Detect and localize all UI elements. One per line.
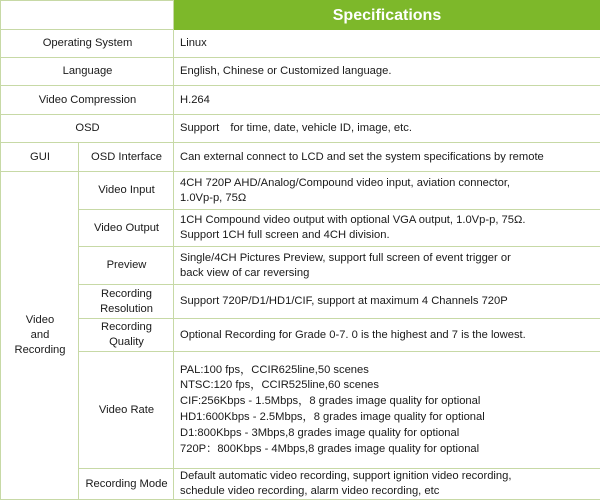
- table-row: [1, 352, 600, 469]
- value-line: schedule video recording, alarm video recording, etc: [180, 484, 595, 499]
- row-label: Video Rate: [79, 352, 174, 469]
- value-line: PAL:100 fps，CCIR625line,50 scenes: [180, 363, 595, 379]
- row-value: [174, 210, 600, 247]
- row-label: OSD: [1, 115, 174, 143]
- value-line: CIF:256Kbps - 1.5Mbps，8 grades image quality for optional: [180, 394, 595, 410]
- row-label: Preview: [79, 247, 174, 285]
- value-line: back view of car reversing: [180, 266, 595, 281]
- value-line: Default automatic video recording, support ignition video recording,: [180, 469, 595, 484]
- table-row: [1, 319, 600, 352]
- header-blank-cell: [1, 1, 174, 30]
- row-label: Video Input: [79, 172, 174, 210]
- row-value: English, Chinese or Customized language.: [174, 58, 600, 86]
- value-line: D1:800Kbps - 3Mbps,8 grades image quality for optional: [180, 426, 595, 442]
- value-line: NTSC:120 fps，CCIR525line,60 scenes: [180, 378, 595, 394]
- category-line: and Recording: [7, 328, 73, 358]
- row-label: [79, 319, 174, 352]
- value-line: 720P：800Kbps - 4Mbps,8 grades image quality for optional: [180, 442, 595, 458]
- row-label: Video Compression: [1, 86, 174, 115]
- value-line: Support 1CH full screen and 4CH division.: [180, 228, 595, 243]
- row-label: Recording Mode: [79, 469, 174, 500]
- table-row: [1, 115, 600, 143]
- label-line: Quality: [85, 335, 168, 350]
- table-row: [1, 143, 600, 172]
- table-row: [1, 469, 600, 500]
- table-row: [1, 172, 600, 210]
- value-line: Single/4CH Pictures Preview, support full screen of event trigger or: [180, 251, 595, 266]
- table-row: [1, 210, 600, 247]
- table-row: [1, 285, 600, 319]
- value-line: 1CH Compound video output with optional VGA output, 1.0Vp-p, 75Ω.: [180, 213, 595, 228]
- row-value: H.264: [174, 86, 600, 115]
- label-line: Recording: [85, 320, 168, 335]
- row-label: Language: [1, 58, 174, 86]
- value-line: 4CH 720P AHD/Analog/Compound video input, aviation connector,: [180, 176, 595, 191]
- category-video-and-recording: [1, 172, 79, 500]
- row-label: Operating System: [1, 30, 174, 58]
- row-label: OSD Interface: [79, 143, 174, 172]
- row-value: [174, 352, 600, 469]
- label-line: Resolution: [85, 302, 168, 317]
- row-value: Can external connect to LCD and set the system specifications by remote: [174, 143, 600, 172]
- row-value: [174, 172, 600, 210]
- row-value: [174, 469, 600, 500]
- row-value: Support for time, date, vehicle ID, image, etc.: [174, 115, 600, 143]
- table-row: [1, 58, 600, 86]
- specifications-title: Specifications: [174, 1, 600, 30]
- value-line: HD1:600Kbps - 2.5Mbps，8 grades image quality for optional: [180, 410, 595, 426]
- row-label: [79, 285, 174, 319]
- row-value: [174, 247, 600, 285]
- row-value: Linux: [174, 30, 600, 58]
- table-row: [1, 86, 600, 115]
- row-value: Optional Recording for Grade 0-7. 0 is the highest and 7 is the lowest.: [174, 319, 600, 352]
- label-line: Recording: [85, 287, 168, 302]
- table-row: [1, 247, 600, 285]
- row-label: Video Output: [79, 210, 174, 247]
- table-row: [1, 30, 600, 58]
- category-gui: GUI: [1, 143, 79, 172]
- table-header-row: [1, 1, 600, 30]
- row-value: Support 720P/D1/HD1/CIF, support at maximum 4 Channels 720P: [174, 285, 600, 319]
- value-line: 1.0Vp-p, 75Ω: [180, 191, 595, 206]
- category-line: Video: [7, 313, 73, 328]
